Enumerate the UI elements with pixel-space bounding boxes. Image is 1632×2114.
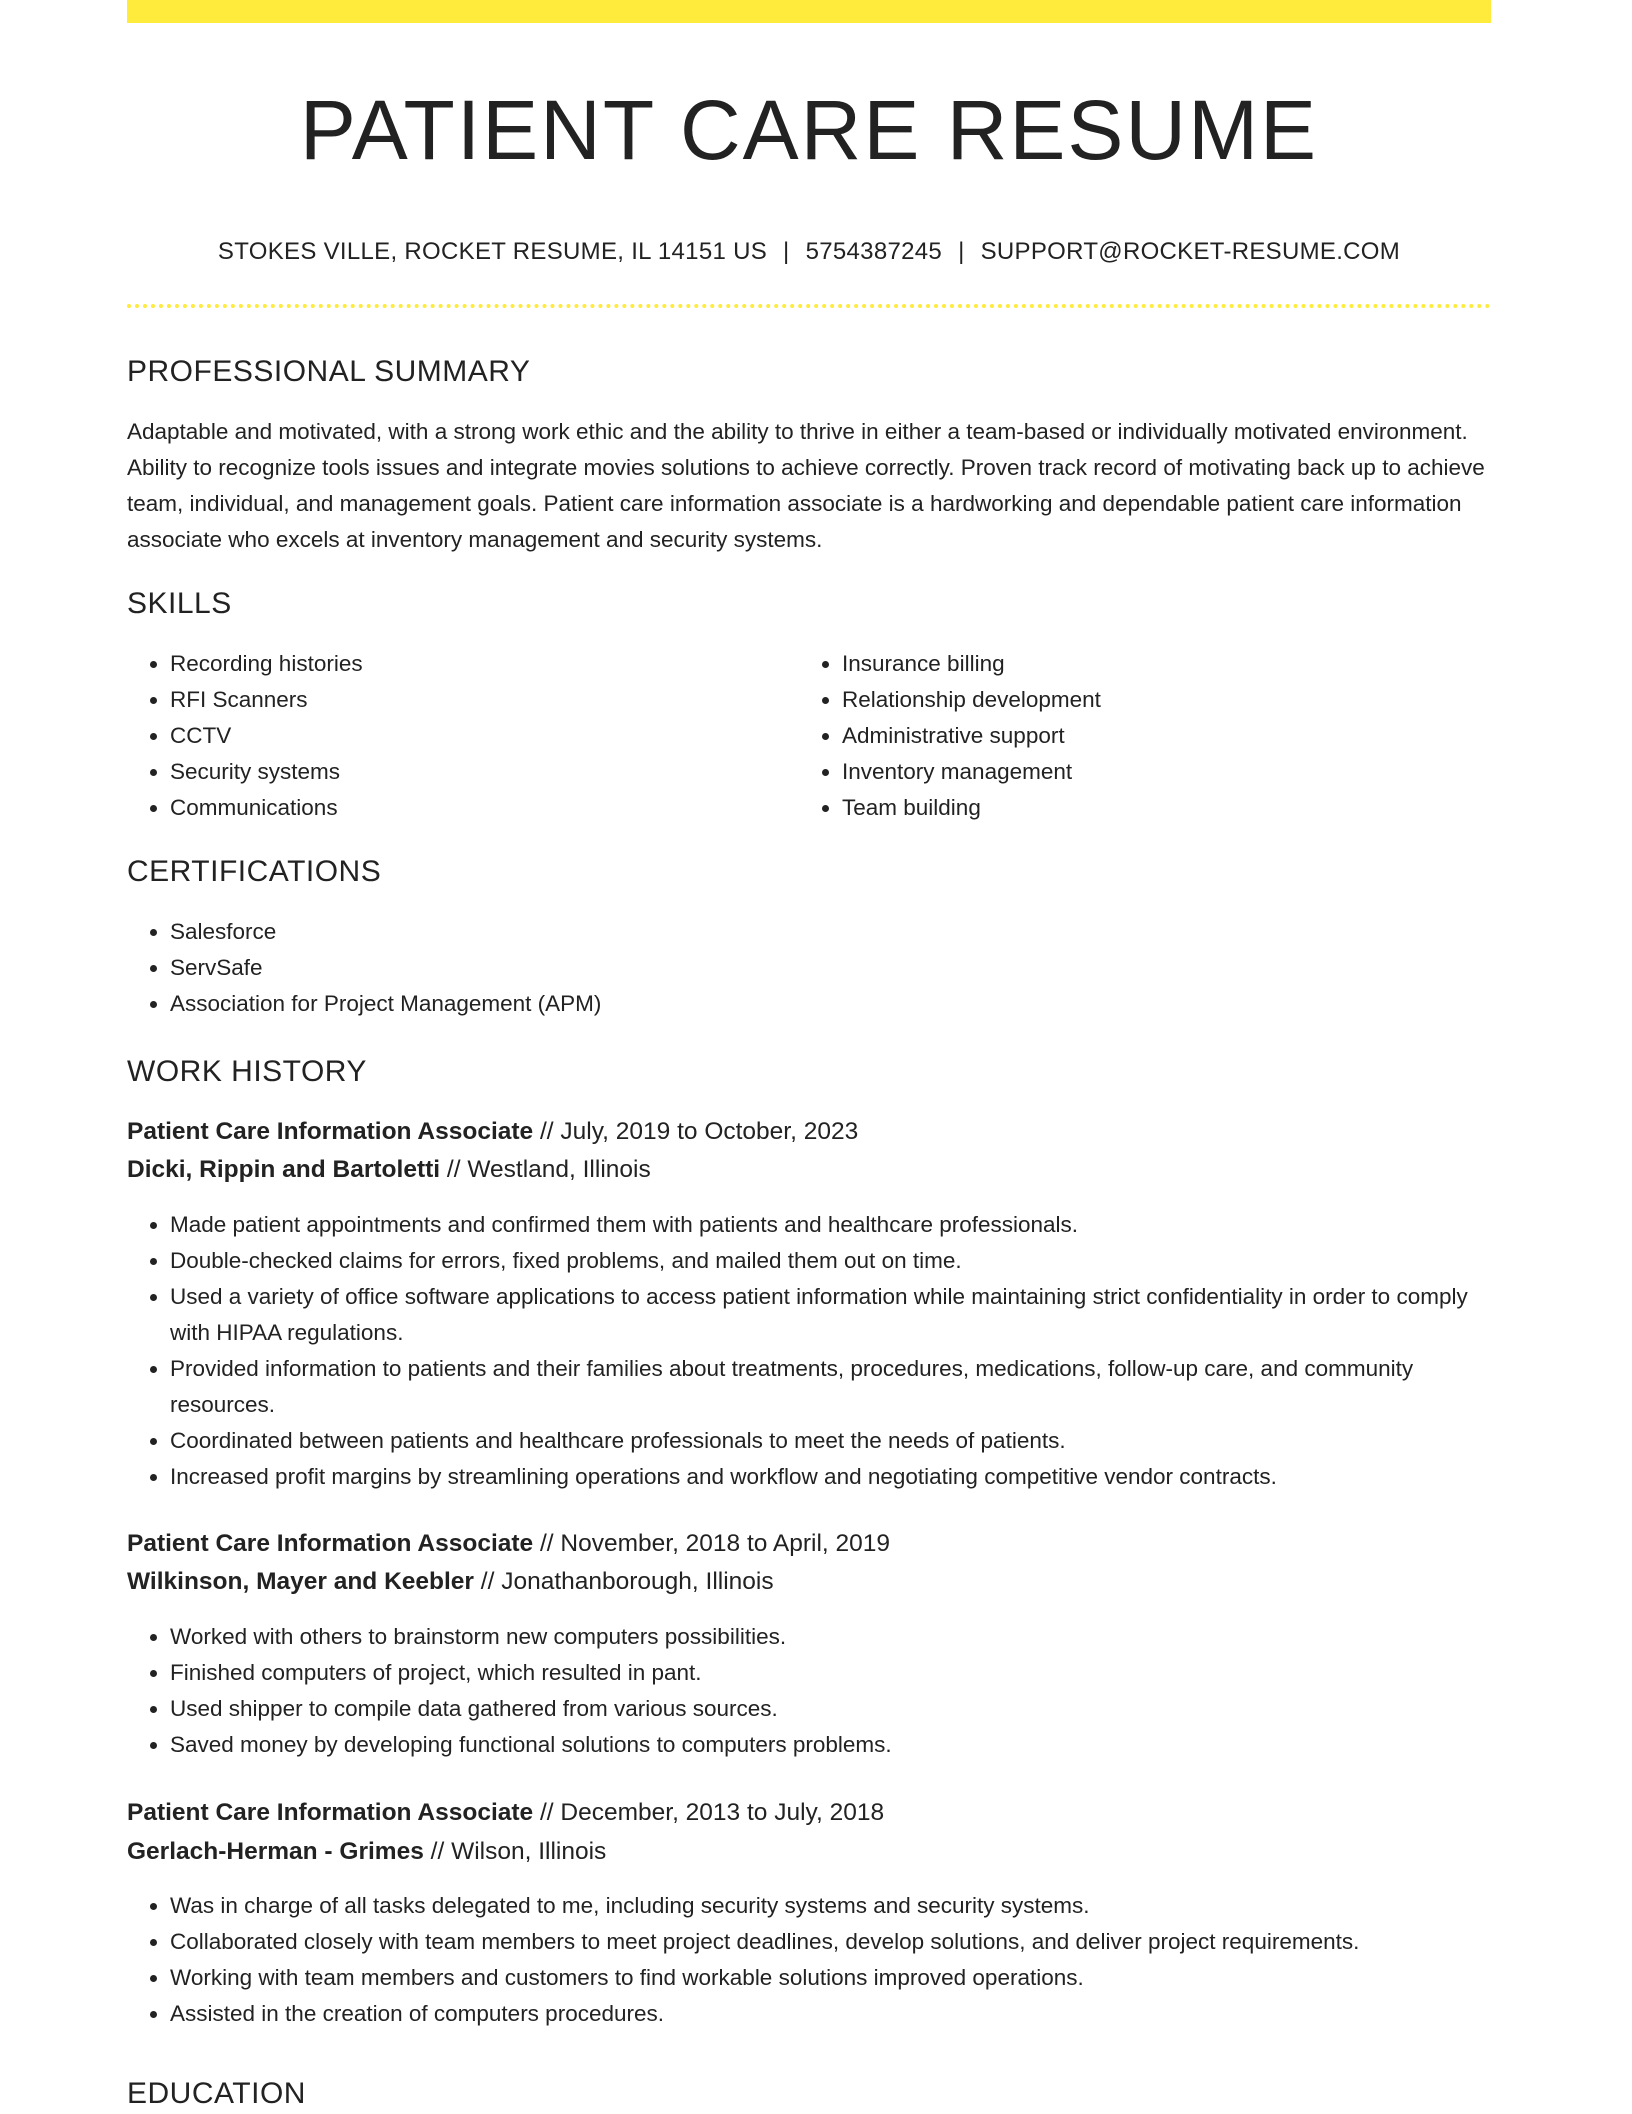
list-item: • Used a variety of office software applications to access patient information while maintaining strict confidentiality in order to comply with HIPAA regulations. bbox=[170, 1279, 1491, 1351]
list-item: • Increased profit margins by streamlining operations and workflow and negotiating competitive vendor contracts. bbox=[170, 1459, 1491, 1495]
job-dates: // December, 2013 to July, 2018 bbox=[539, 1799, 885, 1826]
list-item: • Security systems bbox=[170, 754, 800, 790]
list-item: • Team building bbox=[842, 790, 1482, 826]
section-title-certifications: CERTIFICATIONS bbox=[127, 855, 382, 888]
list-item: • Made patient appointments and confirmed them with patients and healthcare professionals. bbox=[170, 1207, 1491, 1243]
skills-list-right bbox=[799, 646, 1482, 826]
job-role: Patient Care Information Associate bbox=[127, 1530, 534, 1557]
resume-page bbox=[127, 0, 1491, 2112]
job-dates: // July, 2019 to October, 2023 bbox=[539, 1118, 859, 1145]
list-item: • Administrative support bbox=[842, 718, 1482, 754]
list-item: • Used shipper to compile data gathered from various sources. bbox=[170, 1691, 1491, 1727]
summary-text: Adaptable and motivated, with a strong work ethic and the ability to thrive in either a team-based or individually motivated environment. Ability to recognize tools issues and integrate movies solutions to achieve correctly. Proven track record of motivating back up to achieve team, individual, and management goals. Patient care information associate is a hardworking and dependable patient care information associate who excels at inventory management and security systems. bbox=[127, 419, 1485, 552]
contact-separator: | bbox=[783, 238, 790, 265]
list-item: • Coordinated between patients and healthcare professionals to meet the needs of patients. bbox=[170, 1423, 1491, 1459]
section-title-summary: PROFESSIONAL SUMMARY bbox=[127, 355, 531, 388]
list-item: • Collaborated closely with team members to meet project deadlines, develop solutions, and deliver project requirements. bbox=[170, 1924, 1534, 1960]
section-title-work-history: WORK HISTORY bbox=[127, 1055, 367, 1088]
job-company: Gerlach-Herman - Grimes bbox=[127, 1838, 424, 1865]
job-dates: // November, 2018 to April, 2019 bbox=[539, 1530, 891, 1557]
list-item: • Association for Project Management (APM) bbox=[170, 986, 1470, 1022]
list-item: • CCTV bbox=[170, 718, 800, 754]
list-item: • ServSafe bbox=[170, 950, 1470, 986]
job-location: // Jonathanborough, Illinois bbox=[480, 1568, 774, 1595]
accent-top-bar bbox=[127, 0, 1491, 23]
list-item: • RFI Scanners bbox=[170, 682, 800, 718]
list-item: • Communications bbox=[170, 790, 800, 826]
job-role-line bbox=[127, 1525, 890, 1563]
list-item: • Double-checked claims for errors, fixed problems, and mailed them out on time. bbox=[170, 1243, 1491, 1279]
section-title-skills: SKILLS bbox=[127, 587, 232, 620]
list-item: • Finished computers of project, which resulted in pant. bbox=[170, 1655, 1491, 1691]
dotted-divider bbox=[127, 304, 1491, 308]
job-bullets bbox=[127, 1888, 1534, 2032]
job-role: Patient Care Information Associate bbox=[127, 1799, 534, 1826]
job-company-line bbox=[127, 1563, 774, 1601]
job-role: Patient Care Information Associate bbox=[127, 1118, 534, 1145]
contact-address: STOKES VILLE, ROCKET RESUME, IL 14151 US bbox=[217, 238, 768, 265]
list-item: • Relationship development bbox=[842, 682, 1482, 718]
list-item: • Recording histories bbox=[170, 646, 800, 682]
job-role-line bbox=[127, 1794, 884, 1832]
job-bullets bbox=[127, 1207, 1491, 1495]
list-item: • Working with team members and customers to find workable solutions improved operations. bbox=[170, 1960, 1534, 1996]
section-title-education: EDUCATION bbox=[127, 2077, 306, 2110]
list-item: • Salesforce bbox=[170, 914, 1470, 950]
list-item: • Assisted in the creation of computers procedures. bbox=[170, 1996, 1534, 2032]
job-location: // Westland, Illinois bbox=[446, 1156, 651, 1183]
list-item: • Inventory management bbox=[842, 754, 1482, 790]
list-item: • Provided information to patients and their families about treatments, procedures, medications, follow-up care, and community resources. bbox=[170, 1351, 1491, 1423]
list-item: • Saved money by developing functional solutions to computers problems. bbox=[170, 1727, 1491, 1763]
skills-list-left bbox=[127, 646, 800, 826]
contact-phone: 5754387245 bbox=[805, 238, 943, 265]
contact-separator: | bbox=[958, 238, 965, 265]
contact-line bbox=[127, 235, 1491, 269]
list-item: • Was in charge of all tasks delegated to me, including security systems and security systems. bbox=[170, 1888, 1534, 1924]
job-location: // Wilson, Illinois bbox=[430, 1838, 607, 1865]
list-item: • Worked with others to brainstorm new computers possibilities. bbox=[170, 1619, 1491, 1655]
job-company: Dicki, Rippin and Bartoletti bbox=[127, 1156, 441, 1183]
contact-email: SUPPORT@ROCKET-RESUME.COM bbox=[980, 238, 1401, 265]
job-company: Wilkinson, Mayer and Keebler bbox=[127, 1568, 474, 1595]
job-company-line bbox=[127, 1151, 651, 1189]
job-role-line bbox=[127, 1113, 858, 1151]
job-company-line bbox=[127, 1833, 606, 1871]
job-bullets bbox=[127, 1619, 1491, 1763]
resume-title: PATIENT CARE RESUME bbox=[299, 83, 1319, 177]
certifications-list bbox=[127, 914, 1470, 1022]
list-item: • Insurance billing bbox=[842, 646, 1482, 682]
